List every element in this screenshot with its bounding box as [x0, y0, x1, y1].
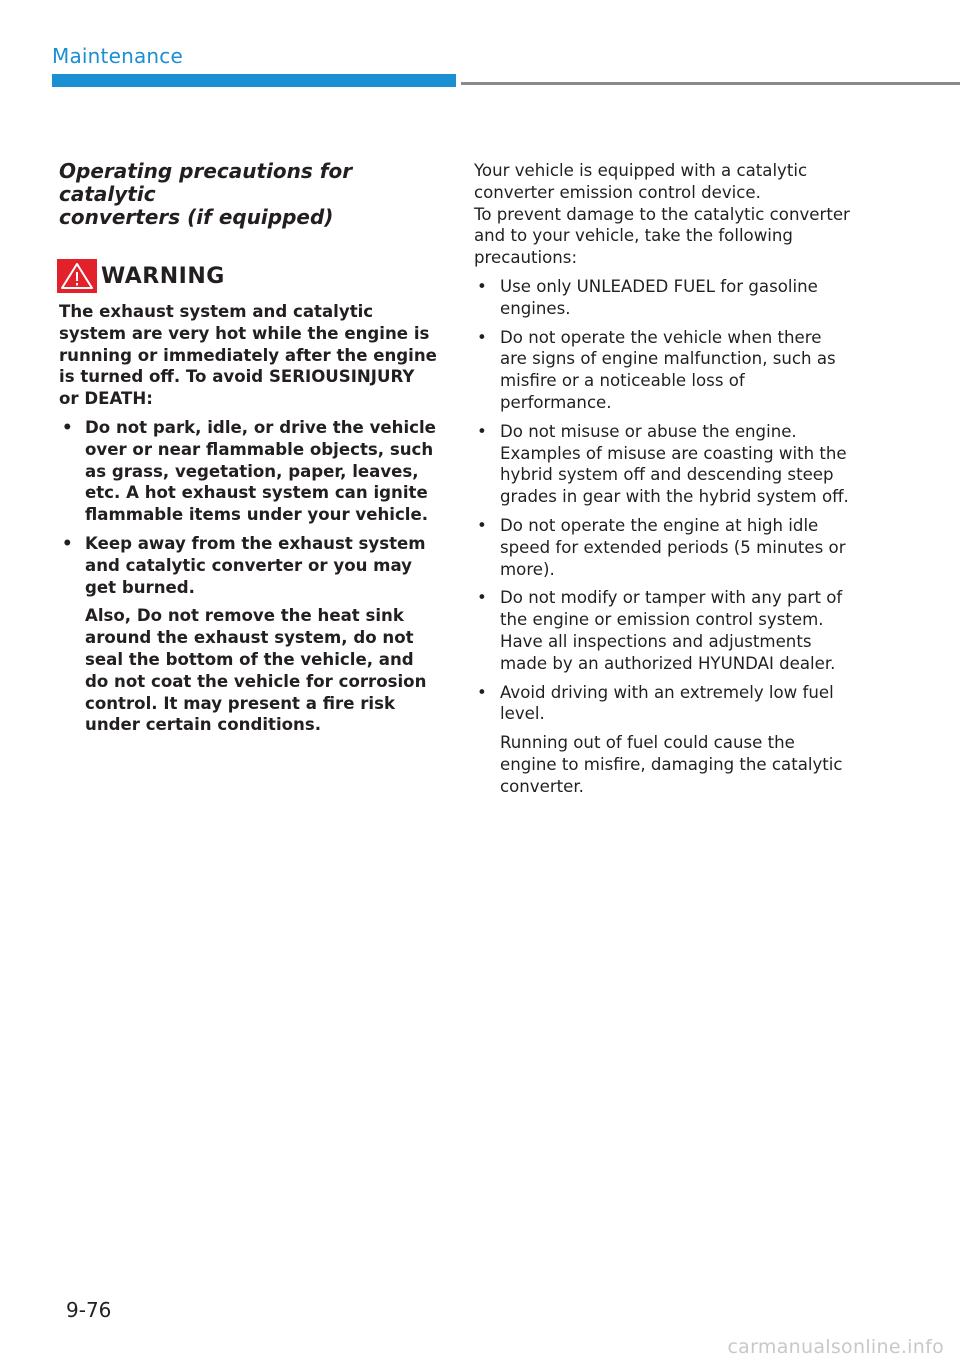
section-title-line-1: Operating precautions for catalytic	[59, 159, 353, 206]
bullet-subtext: Running out of fuel could cause the engine to misfire, damaging the catalytic converter.	[500, 733, 843, 796]
bullet-text: Do not misuse or abuse the engine. Examples of misuse are coasting with the hybrid system off and descending steep grades in gear with the hybrid system off.	[500, 421, 849, 507]
bullet-glyph: •	[477, 276, 487, 296]
bullet-glyph: •	[62, 533, 73, 553]
list-item	[474, 587, 850, 674]
list-item	[474, 421, 850, 508]
bullet-glyph: •	[477, 421, 487, 441]
section-title-line-2: converters (if equipped)	[59, 205, 334, 229]
warning-list	[59, 417, 439, 736]
warning-label: WARNING	[101, 263, 225, 289]
warning-triangle-icon	[57, 259, 97, 293]
chapter-title: Maintenance	[52, 44, 183, 68]
left-column	[59, 160, 439, 736]
intro-paragraph-2: To prevent damage to the catalytic converter and to your vehicle, take the following precautions:	[474, 204, 850, 268]
header-accent-bar	[52, 74, 456, 87]
list-item	[474, 276, 850, 320]
bullet-glyph: •	[477, 588, 487, 608]
bullet-text: Do not operate the engine at high idle speed for extended periods (5 minutes or more).	[500, 515, 846, 579]
page-number: 9-76	[66, 1298, 112, 1322]
bullet-text: Use only UNLEADED FUEL for gasoline engines.	[500, 276, 818, 318]
bullet-text: Avoid driving with an extremely low fuel level.	[500, 682, 834, 724]
precautions-list	[474, 276, 850, 798]
header-rule	[461, 82, 960, 85]
warning-header	[57, 259, 439, 293]
warning-body	[59, 301, 439, 736]
warning-intro: The exhaust system and catalytic system are very hot while the engine is running or immediately after the engine is turned off. To avoid SERIOUSINJURY or DEATH:	[59, 302, 437, 409]
watermark: carmanualsonline.info	[727, 1336, 944, 1358]
bullet-glyph: •	[477, 515, 487, 535]
bullet-glyph: •	[477, 327, 487, 347]
list-item	[474, 327, 850, 414]
precautions-body	[474, 160, 850, 798]
bullet-glyph: •	[62, 417, 73, 437]
bullet-glyph: •	[477, 682, 487, 702]
right-column	[474, 160, 850, 798]
bullet-text: Keep away from the exhaust system and catalytic converter or you may get burned.	[85, 533, 426, 597]
bullet-subtext: Also, Do not remove the heat sink around the exhaust system, do not seal the bottom of the vehicle, and do not coat the vehicle for corrosion control. It may present a fire risk under certain conditions.	[85, 606, 427, 735]
bullet-text: Do not park, idle, or drive the vehicle over or near flammable objects, such as grass, vegetation, paper, leaves, etc. A hot exhaust system can ignite flammable items under your vehicle.	[85, 417, 436, 525]
list-item	[474, 515, 850, 580]
list-item	[59, 417, 439, 526]
list-item	[474, 682, 850, 798]
bullet-text: Do not operate the vehicle when there are signs of engine malfunction, such as misfire or a noticeable loss of performance.	[500, 327, 836, 412]
intro-paragraph-1: Your vehicle is equipped with a catalytic converter emission control device.	[474, 161, 808, 202]
section-title	[59, 160, 439, 229]
list-item	[59, 533, 439, 736]
bullet-text: Do not modify or tamper with any part of the engine or emission control system. Have all inspections and adjustments made by an authorized HYUNDAI dealer.	[500, 588, 843, 673]
